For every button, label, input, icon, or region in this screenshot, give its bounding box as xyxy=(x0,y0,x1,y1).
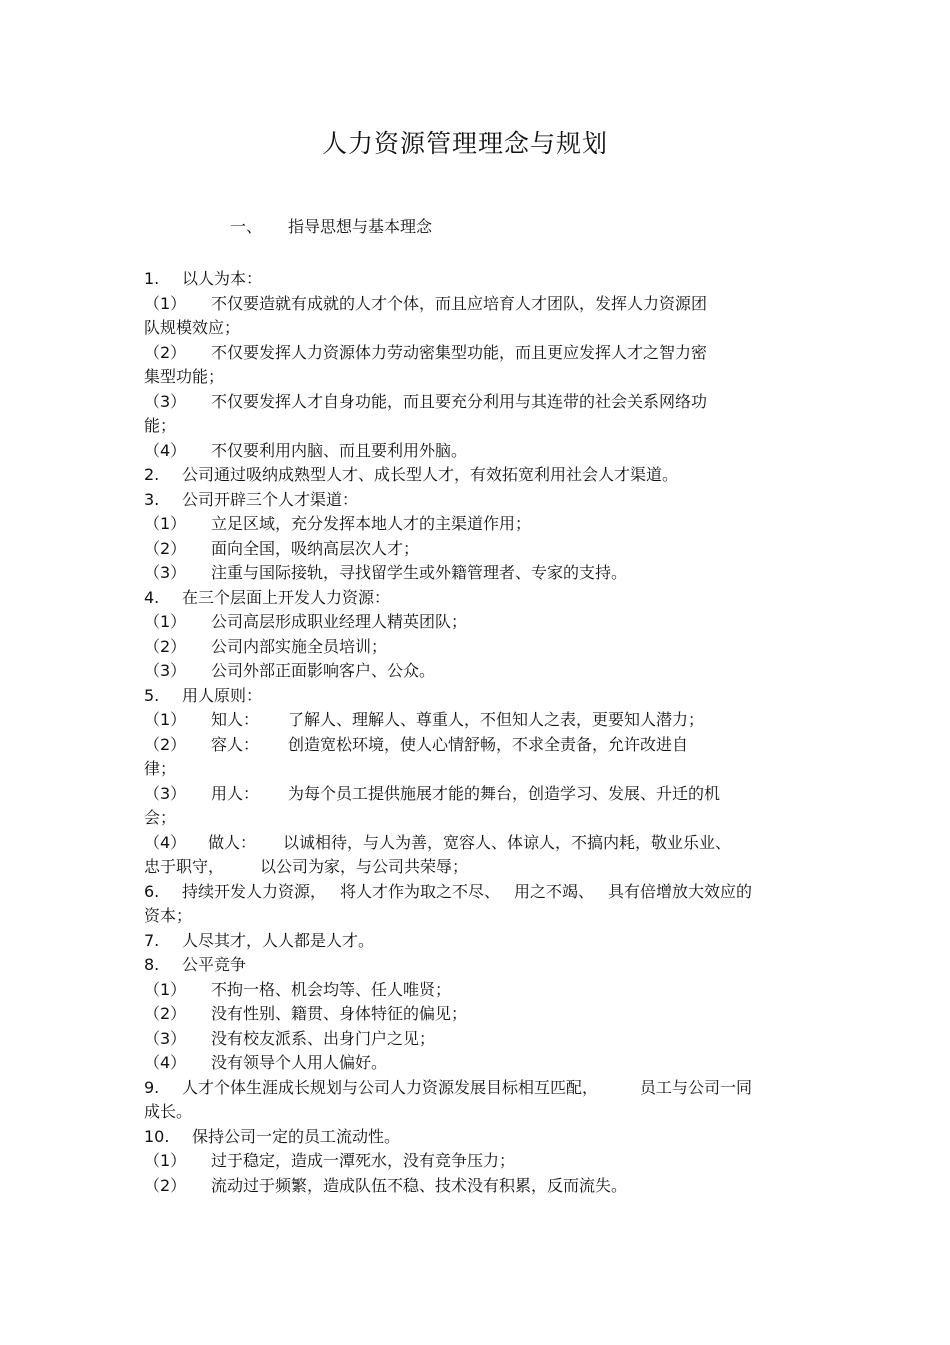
subitem xyxy=(144,292,804,317)
page-title: 人力资源管理理念与规划 xyxy=(321,129,608,158)
item-text: 持续开发人力资源， xyxy=(182,881,327,901)
subitem-text: 为每个员工提供施展才能的舞台，创造学习、发展、升迁的机 xyxy=(288,783,721,803)
subitem-text: 立足区域，充分发挥本地人才的主渠道作用； xyxy=(211,514,532,533)
continuation-line: 资本； xyxy=(144,906,193,925)
continuation-line: 集型功能； xyxy=(144,367,225,386)
subitem-text: 不仅要造就有成就的人才个体，而且应培育人才团队，发挥人力资源团 xyxy=(211,293,708,313)
section-number: 一、 xyxy=(230,217,263,236)
subitem-text: 创造宽松环境，使人心情舒畅，不求全责备，允许改进自 xyxy=(288,734,689,754)
subitem xyxy=(144,561,804,586)
subitem-number: （1） xyxy=(144,710,187,729)
subitem-number: （2） xyxy=(144,538,187,558)
section-title: 指导思想与基本理念 xyxy=(288,217,433,236)
subitem-text: 注重与国际接轨，寻找留学生或外籍管理者、专家的支持。 xyxy=(211,563,628,582)
subitem-number: （1） xyxy=(144,514,187,533)
item-text: 公平竞争 xyxy=(182,955,247,974)
subitem xyxy=(144,1051,804,1076)
item-text: 人才个体生涯成长规划与公司人力资源发展目标相互匹配， xyxy=(182,1077,599,1097)
subitem-number: （3） xyxy=(144,783,187,803)
subitem-text: 不仅要发挥人才自身功能，而且要充分利用与其连带的社会关系网络功 xyxy=(211,391,708,411)
subitem-number: （3） xyxy=(144,563,187,582)
continuation-line: 队规模效应； xyxy=(144,318,241,337)
principle-key: 知人： xyxy=(211,710,260,729)
item-text: 用人原则： xyxy=(182,685,263,705)
subitem xyxy=(144,512,804,537)
subitem-number: （4） xyxy=(144,1053,187,1072)
item-number: 2. xyxy=(144,465,160,484)
item-text: 人尽其才，人人都是人才。 xyxy=(182,930,375,950)
item-text: 用之不竭、 xyxy=(514,881,595,901)
item-7 xyxy=(144,929,804,954)
item-number: 7. xyxy=(144,930,160,950)
subitem-number: （1） xyxy=(144,979,187,999)
subitem-number: （2） xyxy=(144,1175,187,1195)
item-number: 9. xyxy=(144,1077,160,1097)
subitem-number: （1） xyxy=(144,612,187,631)
item-text: 具有倍增放大效应的 xyxy=(608,881,753,901)
item-number: 4. xyxy=(144,587,160,607)
subitem-text: 了解人、理解人、尊重人，不但知人之表，更要知人潜力； xyxy=(288,710,705,729)
subitem-text: 公司高层形成职业经理人精英团队； xyxy=(211,612,468,631)
subitem-number: （2） xyxy=(144,636,187,656)
item-10 xyxy=(144,1125,804,1150)
subitem xyxy=(144,635,804,660)
item-text: 员工与公司一同 xyxy=(640,1077,753,1097)
subitem xyxy=(144,659,804,684)
subitem-text: 没有校友派系、出身门户之见； xyxy=(211,1028,436,1048)
subitem xyxy=(144,341,804,366)
item-text: 保持公司一定的员工流动性。 xyxy=(192,1126,401,1146)
subitem-number: （3） xyxy=(144,1028,187,1048)
subitem xyxy=(144,831,804,856)
subitem xyxy=(144,708,804,733)
subitem xyxy=(144,390,804,415)
subitem xyxy=(144,1174,804,1199)
item-number: 6. xyxy=(144,881,160,901)
continuation-line: 律； xyxy=(144,759,177,778)
subitem xyxy=(144,610,804,635)
item-3 xyxy=(144,488,804,513)
item-text: 在三个层面上开发人力资源： xyxy=(182,587,391,607)
item-text: 公司通过吸纳成熟型人才、成长型人才，有效拓宽利用社会人才渠道。 xyxy=(182,465,679,484)
subitem-text: 面向全国，吸纳高层次人才； xyxy=(211,538,420,558)
subitem-number: （2） xyxy=(144,342,187,362)
continuation-text: 忠于职守， xyxy=(144,857,225,876)
item-text: 以人为本： xyxy=(182,269,263,288)
item-number: 5. xyxy=(144,685,160,705)
subitem-text: 没有领导个人用人偏好。 xyxy=(211,1053,388,1072)
section-heading xyxy=(230,214,432,237)
document-body xyxy=(144,267,804,1198)
item-6 xyxy=(144,880,804,905)
principle-key: 容人： xyxy=(211,734,260,754)
item-4 xyxy=(144,586,804,611)
item-2 xyxy=(144,463,804,488)
subitem-text: 流动过于频繁，造成队伍不稳、技术没有积累，反而流失。 xyxy=(211,1175,628,1195)
subitem-text: 没有性别、籍贯、身体特征的偏见； xyxy=(211,1004,468,1023)
item-number: 8. xyxy=(144,955,160,974)
subitem-number: （4） xyxy=(144,832,187,852)
subitem-text: 不拘一格、机会均等、任人唯贤； xyxy=(211,979,452,999)
item-text: 将人才作为取之不尽、 xyxy=(340,881,501,901)
subitem-number: （3） xyxy=(144,661,187,680)
subitem xyxy=(144,1002,804,1027)
subitem xyxy=(144,733,804,758)
subitem-text: 公司内部实施全员培训； xyxy=(211,636,388,656)
subitem xyxy=(144,439,804,464)
item-number: 1. xyxy=(144,269,160,288)
subitem-number: （1） xyxy=(144,293,187,313)
continuation-line: 成长。 xyxy=(144,1102,193,1121)
subitem xyxy=(144,537,804,562)
item-number: 3. xyxy=(144,489,160,509)
subitem-text: 公司外部正面影响客户、公众。 xyxy=(211,661,436,680)
subitem xyxy=(144,978,804,1003)
continuation-text: 以公司为家，与公司共荣辱； xyxy=(260,857,469,876)
subitem-text: 以诚相待，与人为善，宽容人、体谅人，不搞内耗，敬业乐业、 xyxy=(283,832,732,852)
continuation-line: 会； xyxy=(144,808,177,827)
item-number: 10. xyxy=(144,1126,170,1146)
item-1 xyxy=(144,267,804,292)
continuation-line xyxy=(144,855,804,880)
item-8 xyxy=(144,953,804,978)
item-text: 公司开辟三个人才渠道： xyxy=(182,489,359,509)
principle-key: 做人： xyxy=(208,832,257,852)
subitem xyxy=(144,1027,804,1052)
subitem-number: （3） xyxy=(144,391,187,411)
subitem-number: （1） xyxy=(144,1151,187,1170)
subitem-number: （4） xyxy=(144,440,187,460)
subitem-text: 不仅要利用内脑、而且要利用外脑。 xyxy=(211,440,468,460)
continuation-line: 能； xyxy=(144,416,177,435)
item-9 xyxy=(144,1076,804,1101)
subitem xyxy=(144,782,804,807)
subitem-number: （2） xyxy=(144,734,187,754)
subitem-number: （2） xyxy=(144,1004,187,1023)
subitem-text: 过于稳定，造成一潭死水，没有竞争压力； xyxy=(211,1151,516,1170)
item-5 xyxy=(144,684,804,709)
subitem xyxy=(144,1149,804,1174)
subitem-text: 不仅要发挥人力资源体力劳动密集型功能，而且更应发挥人才之智力密 xyxy=(211,342,708,362)
principle-key: 用人： xyxy=(211,783,260,803)
